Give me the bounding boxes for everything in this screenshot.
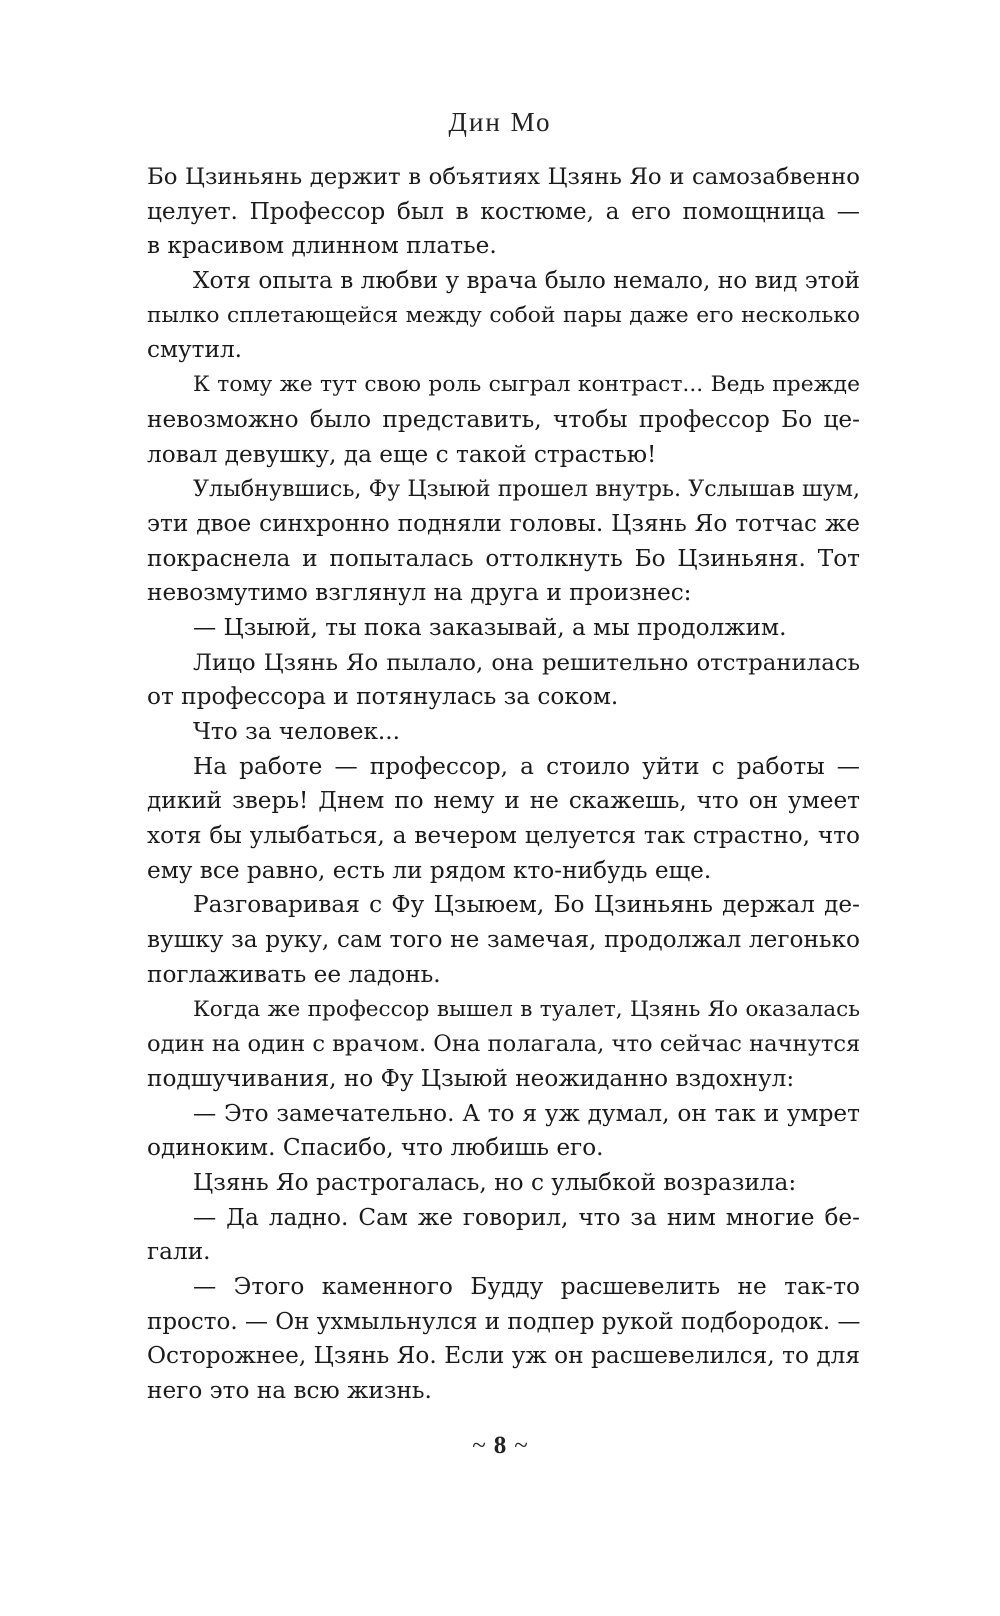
text-line: просто. — Он ухмыльнулся и подпер рукой подбородок. — bbox=[147, 1308, 861, 1335]
text-line: хотя бы улыбаться, а вечером целуется так страстно, что bbox=[147, 822, 860, 850]
text-line: покраснела и попыталась оттолкнуть Бо Цзиньяня. Тот bbox=[147, 544, 860, 572]
text-line: — Да ладно. Сам же говорил, что за ним многие бе- bbox=[193, 1203, 860, 1231]
text-line: Когда же профессор вышел в туалет, Цзянь Яо оказалась bbox=[193, 996, 860, 1022]
text-line: — Цзыюй, ты пока заказывай, а мы продолжим. bbox=[193, 613, 787, 641]
text-line: одиноким. Спасибо, что любишь его. bbox=[147, 1134, 604, 1162]
text-line: смутил. bbox=[147, 336, 243, 364]
text-line: Цзянь Яо растрогалась, но с улыбкой возразила: bbox=[193, 1168, 797, 1196]
tilde-ornament-left: ~ bbox=[472, 1432, 486, 1459]
text-line: невозмутимо взглянул на друга и произнес: bbox=[147, 579, 692, 607]
text-line: невозможно было представить, чтобы профессор Бо це- bbox=[147, 405, 860, 433]
text-line: поглаживать ее ладонь. bbox=[147, 960, 441, 988]
text-line: — Этого каменного Будду расшевелить не так-то bbox=[193, 1273, 860, 1300]
text-line: дикий зверь! Днем по нему и не скажешь, что он умеет bbox=[147, 787, 860, 815]
text-line: эти двое синхронно подняли головы. Цзянь Яо тотчас же bbox=[147, 509, 860, 537]
page-number-footer bbox=[0, 1432, 1000, 1460]
text-line: него это на всю жизнь. bbox=[147, 1377, 432, 1405]
text-line: К тому же тут свою роль сыграл контраст... Ведь прежде bbox=[193, 372, 860, 398]
running-head: Дин Мо bbox=[448, 107, 552, 137]
text-line: — Это замечательно. А то я уж думал, он так и умрет bbox=[193, 1099, 860, 1127]
text-line: Лицо Цзянь Яо пылало, она решительно отстранилась bbox=[193, 649, 860, 676]
text-line: Хотя опыта в любви у врача было немало, но вид этой bbox=[193, 267, 860, 295]
text-line: На работе — профессор, а стоило уйти с работы — bbox=[193, 752, 860, 780]
text-line: ему все равно, есть ли рядом кто-нибудь еще. bbox=[147, 856, 712, 884]
text-line: Что за человек... bbox=[193, 718, 401, 745]
text-line: целует. Профессор был в костюме, а его помощница — bbox=[147, 197, 860, 225]
text-line: Бо Цзиньянь держит в объятиях Цзянь Яо и самозабвенно bbox=[147, 164, 860, 190]
text-line: гали. bbox=[147, 1238, 211, 1266]
tilde-ornament-right: ~ bbox=[514, 1432, 528, 1459]
text-line: пылко сплетающейся между собой пары даже его несколько bbox=[147, 302, 860, 328]
page-number: 8 bbox=[493, 1432, 507, 1459]
text-line: ловал девушку, да еще с такой страстью! bbox=[147, 440, 657, 468]
text-line: от профессора и потянулась за соком. bbox=[147, 683, 619, 711]
text-line: в красивом длинном платье. bbox=[147, 232, 497, 260]
text-line: подшучивания, но Фу Цзыюй неожиданно вздохнул: bbox=[147, 1064, 795, 1092]
text-line: один на один с врачом. Она полагала, что сейчас начнутся bbox=[147, 1031, 861, 1058]
text-line: Улыбнувшись, Фу Цзыюй прошел внутрь. Услышав шум, bbox=[193, 476, 860, 503]
text-line: Осторожнее, Цзянь Яо. Если уж он расшевелился, то для bbox=[147, 1342, 860, 1370]
text-line: вушку за руку, сам того не замечая, продолжал легонько bbox=[147, 926, 860, 954]
text-line: Разговаривая с Фу Цзыюем, Бо Цзиньянь держал де- bbox=[193, 891, 860, 919]
body-text bbox=[147, 160, 860, 1409]
